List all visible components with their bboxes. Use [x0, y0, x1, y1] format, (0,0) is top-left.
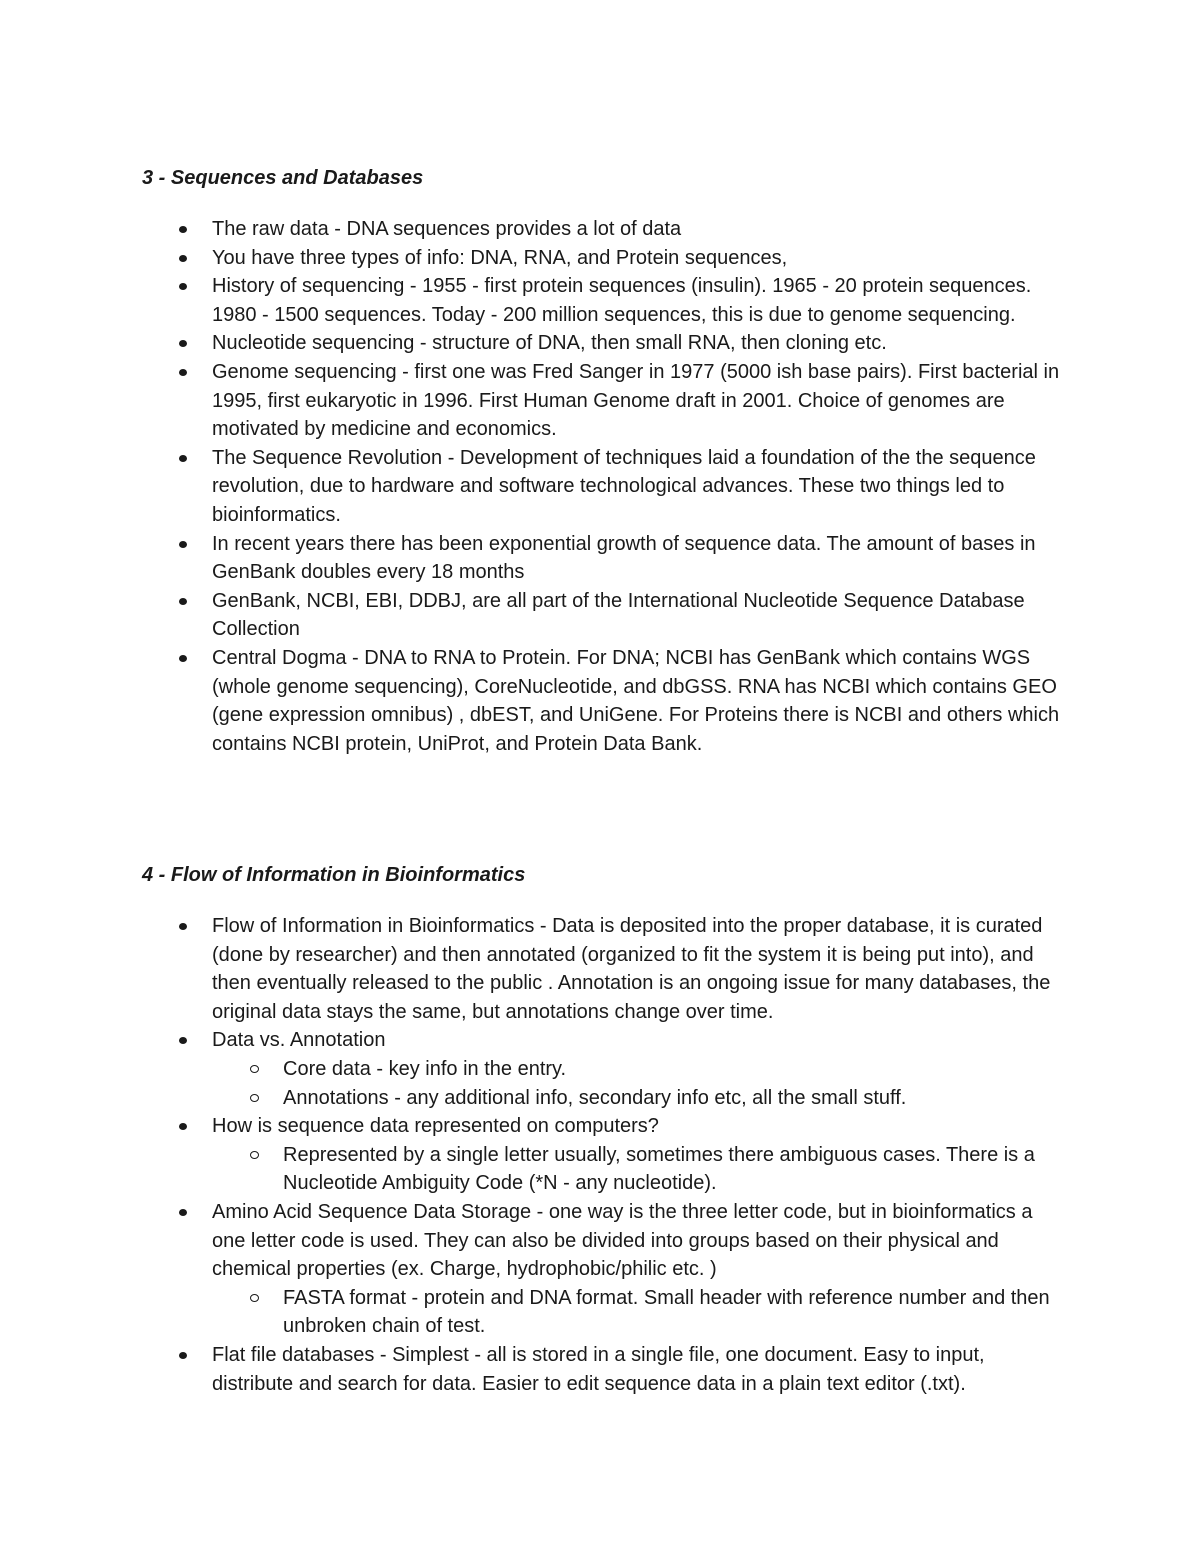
bullet-icon [179, 598, 187, 605]
bullet-icon [179, 283, 187, 290]
list-item [212, 1198, 1062, 1341]
section-sequences-and-databases [142, 165, 1062, 758]
list-item-text: The Sequence Revolution - Development of techniques laid a foundation of the the sequence revolution, due to hardware and software technological advances. These two things led to bioinformatics. [212, 446, 1036, 526]
sub-bullet-list [212, 1141, 1062, 1198]
list-item [212, 530, 1062, 587]
bullet-icon [179, 655, 187, 662]
list-item [212, 215, 1062, 244]
sub-list-item [283, 1284, 1062, 1341]
list-item-text: You have three types of info: DNA, RNA, and Protein sequences, [212, 246, 788, 269]
sub-list-item-text: Core data - key info in the entry. [283, 1057, 567, 1080]
list-item-text: How is sequence data represented on computers? [212, 1115, 659, 1138]
hollow-bullet-icon [250, 1294, 259, 1302]
section-heading: 4 - Flow of Information in Bioinformatics [142, 864, 526, 886]
bullet-icon [179, 1209, 187, 1216]
bullet-icon [179, 226, 187, 233]
list-item-text: Central Dogma - DNA to RNA to Protein. For DNA; NCBI has GenBank which contains WGS (whole genome sequencing), CoreNucleotide, and dbGSS. RNA has NCBI which contains GEO (gene expression omnibus) , dbEST, and UniGene. For Proteins there is NCBI and others which contains NCBI protein, UniProt, and Protein Data Bank. [212, 646, 1060, 755]
bullet-icon [179, 255, 187, 262]
section-flow-of-information [142, 862, 1062, 1398]
list-item-text: GenBank, NCBI, EBI, DDBJ, are all part of the International Nucleotide Sequence Database Collection [212, 589, 1025, 641]
hollow-bullet-icon [250, 1065, 259, 1073]
section-heading: 3 - Sequences and Databases [142, 167, 424, 189]
sub-list-item [283, 1055, 1062, 1084]
list-item [212, 644, 1062, 758]
list-item-text: In recent years there has been exponential growth of sequence data. The amount of bases in GenBank doubles every 18 months [212, 532, 1036, 584]
sub-bullet-list [212, 1284, 1062, 1341]
sub-list-item-text: Annotations - any additional info, secondary info etc, all the small stuff. [283, 1086, 907, 1109]
sub-list-item [283, 1084, 1062, 1113]
list-item-text: Nucleotide sequencing - structure of DNA, then small RNA, then cloning etc. [212, 332, 887, 355]
list-item [212, 1026, 1062, 1112]
bullet-list [142, 912, 1062, 1398]
list-item [212, 329, 1062, 358]
bullet-icon [179, 369, 187, 376]
bullet-list [142, 215, 1062, 758]
bullet-icon [179, 541, 187, 548]
list-item [212, 912, 1062, 1026]
list-item [212, 1112, 1062, 1198]
bullet-icon [179, 1123, 187, 1130]
bullet-icon [179, 1352, 187, 1359]
list-item-text: Flat file databases - Simplest - all is stored in a single file, one document. Easy to input, distribute and search for data. Easier to edit sequence data in a plain text editor (.txt). [212, 1343, 985, 1395]
list-item-text: History of sequencing - 1955 - first protein sequences (insulin). 1965 - 20 protein sequences. 1980 - 1500 sequences. Today - 200 million sequences, this is due to genome sequencing. [212, 275, 1032, 326]
sub-bullet-list [212, 1055, 1062, 1112]
bullet-icon [179, 1037, 187, 1044]
hollow-bullet-icon [250, 1151, 259, 1159]
list-item-text: The raw data - DNA sequences provides a lot of data [212, 218, 682, 240]
list-item [212, 272, 1062, 329]
bullet-icon [179, 923, 187, 930]
list-item [212, 358, 1062, 444]
sub-list-item-text: FASTA format - protein and DNA format. Small header with reference number and then unbroken chain of test. [283, 1286, 1050, 1338]
list-item [212, 244, 1062, 273]
list-item [212, 444, 1062, 530]
list-item-text: Genome sequencing - first one was Fred Sanger in 1977 (5000 ish base pairs). First bacterial in 1995, first eukaryotic in 1996. First Human Genome draft in 2001. Choice of genomes are motivated by medicine and economics. [212, 360, 1060, 441]
list-item [212, 587, 1062, 644]
sub-list-item-text: Represented by a single letter usually, sometimes there ambiguous cases. There is a Nucleotide Ambiguity Code (*N - any nucleotide). [283, 1143, 1035, 1195]
list-item-text: Amino Acid Sequence Data Storage - one way is the three letter code, but in bioinformatics a one letter code is used. They can also be divided into groups based on their physical and chemical properties (ex. Charge, hydrophobic/philic etc. ) [212, 1200, 1033, 1281]
sub-list-item [283, 1141, 1062, 1198]
list-item [212, 1341, 1062, 1398]
hollow-bullet-icon [250, 1094, 259, 1102]
bullet-icon [179, 340, 187, 347]
list-item-text: Data vs. Annotation [212, 1029, 386, 1052]
list-item-text: Flow of Information in Bioinformatics - Data is deposited into the proper database, it is curated (done by researcher) and then annotated (organized to fit the system it is being put into), and then eventually released to the public . Annotation is an ongoing issue for many databases, the original data stays the same, but annotations change over time. [212, 915, 1051, 1023]
bullet-icon [179, 455, 187, 462]
